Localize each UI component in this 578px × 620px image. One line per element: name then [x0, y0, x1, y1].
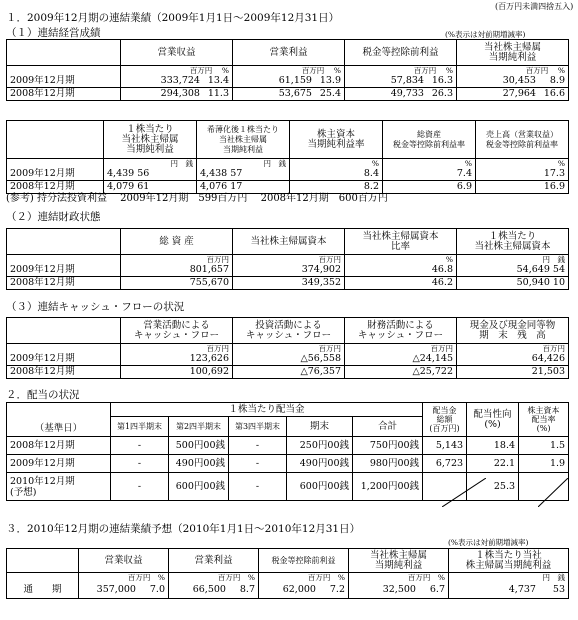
pct-cell: 13.4: [207, 75, 229, 86]
table-row: [7, 181, 569, 194]
table-row: [7, 582, 569, 598]
value-cell: 4,438 57: [197, 168, 290, 181]
col-header: 現金及び現金同等物 期 末 残 高: [457, 318, 569, 344]
unit-label: 百万円 %: [349, 573, 449, 583]
pct-cell: 13.9: [319, 75, 341, 86]
col-header: 税金等控除前利益: [345, 40, 457, 66]
pct-cell: 11.3: [207, 88, 229, 99]
row-label: 2009年12月期: [7, 353, 121, 366]
section2-subtitle: （２）連結財政状態: [6, 211, 101, 223]
results-table: [6, 39, 569, 101]
value-cell: 4,079 61: [104, 181, 197, 194]
col-header: 配当性向 (%): [467, 403, 519, 437]
unit-label: 百万円: [121, 344, 233, 354]
value-cell: 755,670: [121, 277, 233, 290]
pct-cell: 26.3: [431, 88, 453, 99]
corner-cell: [7, 40, 121, 66]
value-cell: 18.4: [467, 437, 519, 455]
col-header: 営業収益: [121, 40, 233, 66]
row-label: 2009年12月期: [7, 75, 121, 88]
unit-label: 百万円 %: [259, 573, 349, 583]
value-cell: 46.8: [345, 264, 457, 277]
unit-label: 百万円: [233, 344, 345, 354]
unit-label: 百万円 %: [169, 573, 259, 583]
corner-cell: [7, 121, 104, 159]
unit-label: 円 銭: [104, 159, 197, 169]
unit-label: 円 銭: [197, 159, 290, 169]
value-cell: 801,657: [121, 264, 233, 277]
col-header: 希薄化後１株当たり 当社株主帰属 当期純利益: [197, 121, 290, 159]
col-header: 第3四半期末: [229, 417, 287, 437]
value-cell: -: [229, 473, 287, 501]
col-header: 当社株主帰属 当期純利益: [349, 549, 449, 573]
unit-label: %: [290, 159, 383, 169]
diagonal-strike: [538, 478, 568, 507]
value-cell: 600円00銭: [287, 473, 353, 501]
col-header: 営業利益: [233, 40, 345, 66]
col-header: 第1四半期末: [111, 417, 169, 437]
col-header: 第2四半期末: [169, 417, 229, 437]
unit-label: 百万円: [121, 255, 233, 265]
unit-label: 百万円: [345, 344, 457, 354]
value-cell: △56,558: [233, 353, 345, 366]
value-cell: -: [111, 437, 169, 455]
value-cell: △76,357: [233, 366, 345, 379]
unit-label: %: [557, 66, 565, 75]
value-cell: 30,453: [502, 75, 536, 86]
value-cell: -: [111, 473, 169, 501]
forecast-table: [6, 548, 569, 599]
table-row: [7, 353, 569, 366]
col-header: 税金等控除前利益: [259, 549, 349, 573]
value-cell: 49,733: [390, 88, 424, 99]
value-cell: 490円00銭: [287, 455, 353, 473]
value-cell: 1.5: [519, 437, 569, 455]
value-cell: 17.3: [476, 168, 569, 181]
col-header: 当社株主帰属資本: [233, 229, 345, 255]
value-cell: 1,200円00銭: [353, 473, 423, 501]
unit-label: 百万円: [457, 344, 569, 354]
value-cell: 100,692: [121, 366, 233, 379]
table-row: [7, 88, 569, 101]
col-header: 総 資 産: [121, 229, 233, 255]
value-cell: 357,000: [96, 583, 136, 595]
pct-cell: 16.6: [543, 88, 565, 99]
pct-cell: 7.0: [149, 583, 165, 595]
value-cell: -: [229, 437, 287, 455]
table-row: [7, 168, 569, 181]
value-cell: 57,834: [390, 75, 424, 86]
cash-flow-table: [6, 317, 569, 379]
value-cell: 6.9: [383, 181, 476, 194]
value-cell: 980円00銭: [353, 455, 423, 473]
col-header: 営業活動による キャッシュ・フロー: [121, 318, 233, 344]
value-cell: 21,503: [457, 366, 569, 379]
unit-label: 百万円 %: [79, 573, 169, 583]
value-cell: 374,902: [233, 264, 345, 277]
value-cell: 490円00銭: [169, 455, 229, 473]
unit-label: 百万円: [525, 66, 549, 75]
value-cell: 349,352: [233, 277, 345, 290]
row-label: 2008年12月期: [7, 88, 121, 101]
col-header: 当社株主帰属 当期純利益: [457, 40, 569, 66]
unit-label: %: [383, 159, 476, 169]
row-label: 2010年12月期 (予想): [7, 473, 111, 501]
value-cell: 64,426: [457, 353, 569, 366]
col-header: 営業利益: [169, 549, 259, 573]
base-date-header: （基準日）: [7, 403, 111, 437]
col-header: 期末: [287, 417, 353, 437]
row-label: 2008年12月期: [7, 181, 104, 194]
value-cell: 54,649 54: [457, 264, 569, 277]
col-header: 配当金 総額 (百万円): [423, 403, 467, 437]
col-header: １株当たり 当社株主帰属 当期純利益: [104, 121, 197, 159]
value-cell: 22.1: [467, 455, 519, 473]
value-cell: 600円00銭: [169, 473, 229, 501]
corner-cell: [7, 229, 121, 255]
table-row: [7, 75, 569, 88]
diagonal-strike: [442, 478, 486, 507]
section3-subtitle: （３）連結キャッシュ・フローの状況: [6, 301, 185, 313]
unit-label: %: [333, 66, 341, 75]
value-cell: 62,000: [282, 583, 316, 595]
unit-label: %: [221, 66, 229, 75]
unit-label: 百万円: [301, 66, 325, 75]
value-cell: -: [111, 455, 169, 473]
value-cell: 32,500: [382, 583, 416, 595]
row-label: 通 期: [7, 582, 79, 598]
value-cell: 46.2: [345, 277, 457, 290]
value-cell: △25,722: [345, 366, 457, 379]
section4-title: ２．配当の状況: [6, 389, 80, 401]
col-header: 総資産 税金等控除前利益率: [383, 121, 476, 159]
row-label: 2009年12月期: [7, 264, 121, 277]
section1-subtitle: （１）連結経営成績: [6, 27, 101, 39]
pct-cell: 53: [552, 583, 565, 595]
pct-cell: 25.4: [319, 88, 341, 99]
value-cell: 4,076 17: [197, 181, 290, 194]
row-label: 2009年12月期: [7, 455, 111, 473]
value-cell: 16.9: [476, 181, 569, 194]
unit-label: 円 銭: [457, 255, 569, 265]
value-cell: 27,964: [502, 88, 536, 99]
value-cell: 66,500: [192, 583, 226, 595]
col-header: 合計: [353, 417, 423, 437]
pct-cell: 16.3: [431, 75, 453, 86]
pct-cell: 6.7: [429, 583, 445, 595]
value-cell: 53,675: [278, 88, 312, 99]
value-cell: 6,723: [423, 455, 467, 473]
value-cell: 50,940 10: [457, 277, 569, 290]
col-header: 営業収益: [79, 549, 169, 573]
ratios-table: [6, 120, 569, 194]
table-row: [7, 437, 569, 455]
col-header: 株主資本 当期純利益率: [290, 121, 383, 159]
value-cell: 8.4: [290, 168, 383, 181]
unit-label: 百万円: [189, 66, 213, 75]
row-label: 2008年12月期: [7, 366, 121, 379]
value-cell: 294,308: [160, 88, 200, 99]
col-header: １株当たり 当社株主帰属資本: [457, 229, 569, 255]
col-header: 当社株主帰属資本 比率: [345, 229, 457, 255]
row-label: 2008年12月期: [7, 437, 111, 455]
col-header: 財務活動による キャッシュ・フロー: [345, 318, 457, 344]
value-cell: 25.3: [467, 473, 519, 501]
pct-cell: 8.7: [239, 583, 255, 595]
value-cell: 123,626: [121, 353, 233, 366]
value-cell: -: [229, 455, 287, 473]
corner-cell: [7, 549, 79, 573]
value-cell: 500円00銭: [169, 437, 229, 455]
unit-label: 百万円: [413, 66, 437, 75]
value-cell: 5,143: [423, 437, 467, 455]
row-label: 2009年12月期: [7, 168, 104, 181]
value-cell: 750円00銭: [353, 437, 423, 455]
col-header: １株当たり当社 株主帰属当期純利益: [449, 549, 569, 573]
section1-note: (%表示は対前期増減率): [445, 30, 526, 39]
header-note: (百万円未満四捨五入): [495, 2, 574, 11]
value-cell: 61,159: [278, 75, 312, 86]
dividend-per-share-header: １株当たり配当金: [111, 403, 423, 417]
pct-cell: 8.9: [549, 75, 565, 86]
row-label: 2008年12月期: [7, 277, 121, 290]
table-row: [7, 264, 569, 277]
table-row: [7, 455, 569, 473]
table-row: [7, 366, 569, 379]
section1-title: １．2009年12月期の連結業績（2009年1月1日～2009年12月31日）: [6, 12, 340, 24]
section5-title: ３．2010年12月期の連結業績予想（2010年1月1日～2010年12月31日）: [6, 523, 361, 535]
col-header: 売上高（営業収益） 税金等控除前利益率: [476, 121, 569, 159]
value-cell: 7.4: [383, 168, 476, 181]
col-header: 株主資本 配当率 (%): [519, 403, 569, 437]
unit-label: 百万円: [233, 255, 345, 265]
col-header: 投資活動による キャッシュ・フロー: [233, 318, 345, 344]
equity-method-note: (参考) 持分法投資利益 2009年12月期 599百万円 2008年12月期 600百万円: [6, 193, 388, 204]
unit-label: %: [345, 255, 457, 265]
value-cell: 4,439 56: [104, 168, 197, 181]
financial-position-table: [6, 228, 569, 290]
unit-label: %: [445, 66, 453, 75]
unit-label: 円 銭: [449, 573, 569, 583]
section5-note: (%表示は対前期増減率): [448, 538, 529, 547]
value-cell: △24,145: [345, 353, 457, 366]
value-cell: 333,724: [160, 75, 200, 86]
unit-label: %: [476, 159, 569, 169]
table-row: [7, 277, 569, 290]
value-cell: 8.2: [290, 181, 383, 194]
value-cell: 250円00銭: [287, 437, 353, 455]
value-cell: 1.9: [519, 455, 569, 473]
value-cell: 4,737: [508, 583, 536, 595]
pct-cell: 7.2: [329, 583, 345, 595]
corner-cell: [7, 318, 121, 344]
